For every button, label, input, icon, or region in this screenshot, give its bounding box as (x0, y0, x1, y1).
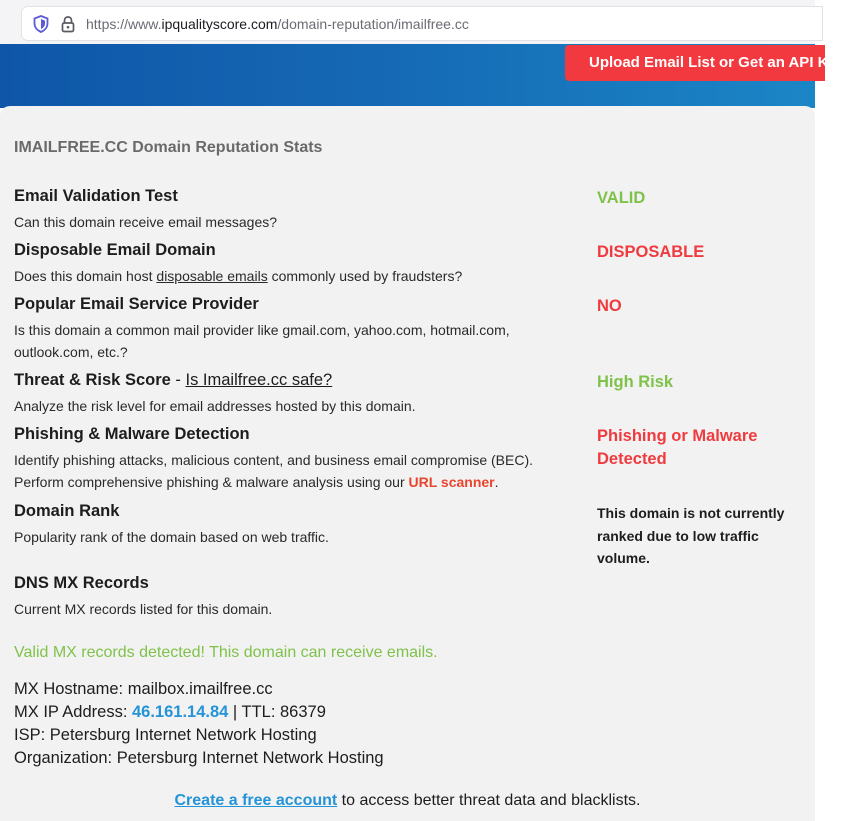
mx-valid-message: Valid MX records detected! This domain can receive emails. (14, 644, 438, 661)
stat-description: Current MX records listed for this domain. (14, 601, 273, 617)
stat-title: DNS MX Records (14, 574, 149, 592)
stat-row-disposable (14, 241, 804, 287)
mx-ip-line (14, 701, 384, 724)
shield-icon[interactable] (33, 15, 49, 33)
mx-isp-line (14, 724, 384, 747)
mx-hostname-label: MX Hostname: (14, 680, 128, 698)
stat-value (597, 425, 807, 471)
mx-ip-label: MX IP Address: (14, 703, 132, 721)
stat-description: Analyze the risk level for email addresses hosted by this domain. (14, 398, 416, 414)
mx-ttl: | TTL: 86379 (228, 703, 326, 721)
stat-row-domain-rank (14, 502, 804, 566)
desc-line: Identify phishing attacks, malicious content, and business email compromise (BEC). (14, 452, 534, 468)
mx-org-label: Organization: (14, 749, 117, 767)
desc-text: . (494, 474, 499, 490)
mx-hostname-line (14, 678, 384, 701)
stat-title: Domain Rank (14, 502, 120, 520)
stat-title: Disposable Email Domain (14, 241, 216, 259)
stat-value: NO (597, 297, 622, 315)
stat-description (14, 265, 584, 287)
title-separator: - (170, 371, 186, 389)
mx-org: Petersburg Internet Network Hosting (116, 749, 384, 767)
url-host: ipqualityscore.com (161, 16, 278, 32)
url-text[interactable] (86, 16, 469, 32)
stat-value-line: Phishing or Malware (597, 427, 758, 445)
stat-row-popular-provider (14, 295, 804, 363)
url-prefix: https://www. (86, 16, 162, 32)
mx-record-details (14, 678, 384, 770)
stat-value: DISPOSABLE (597, 243, 705, 261)
stat-description (14, 449, 594, 493)
stat-value: This domain is not currently ranked due to low traffic volume. (597, 505, 785, 566)
stat-description: Is this domain a common mail provider like gmail.com, yahoo.com, hotmail.com, outlook.com, etc.? (14, 322, 510, 360)
browser-toolbar (0, 0, 815, 45)
stat-row-threat-risk (14, 371, 804, 417)
stat-title: Phishing & Malware Detection (14, 425, 250, 443)
stat-value: High Risk (597, 373, 674, 391)
lock-icon[interactable] (61, 15, 75, 33)
address-bar[interactable] (22, 7, 822, 40)
stat-description: Can this domain receive email messages? (14, 214, 278, 230)
mx-isp-label: ISP: (14, 726, 50, 744)
desc-line (14, 471, 594, 493)
upload-email-list-button[interactable]: Upload Email List or Get an API Key (565, 45, 825, 81)
stat-row-dns-mx (14, 574, 804, 620)
url-scanner-link[interactable]: URL scanner (408, 474, 495, 490)
stat-title: Popular Email Service Provider (14, 295, 259, 313)
stat-value-line: Detected (597, 450, 667, 468)
disposable-emails-link[interactable]: disposable emails (156, 268, 268, 284)
page-title: IMAILFREE.CC Domain Reputation Stats (14, 139, 323, 156)
stat-title-text: Threat & Risk Score (14, 371, 171, 389)
desc-text: Perform comprehensive phishing & malware analysis using our (14, 474, 409, 490)
footer-text: to access better threat data and blacklists. (337, 792, 641, 809)
stat-description: Popularity rank of the domain based on web traffic. (14, 529, 329, 545)
mx-isp: Petersburg Internet Network Hosting (49, 726, 317, 744)
stat-row-phishing-malware (14, 425, 804, 493)
url-path: /domain-reputation/imailfree.cc (277, 16, 469, 32)
desc-text: Does this domain host (14, 268, 157, 284)
is-domain-safe-link[interactable]: Is Imailfree.cc safe? (185, 371, 333, 389)
stat-title: Email Validation Test (14, 187, 178, 205)
mx-hostname: mailbox.imailfree.cc (127, 680, 273, 698)
stat-value: VALID (597, 189, 646, 207)
mx-ip-link[interactable]: 46.161.14.84 (132, 703, 229, 721)
reputation-stats-card (0, 106, 815, 821)
desc-text: commonly used by fraudsters? (267, 268, 463, 284)
mx-org-line (14, 747, 384, 770)
stat-row-email-validation (14, 187, 804, 233)
create-account-link[interactable]: Create a free account (174, 792, 338, 809)
footer-cta (0, 792, 815, 810)
site-header-band (0, 44, 845, 108)
